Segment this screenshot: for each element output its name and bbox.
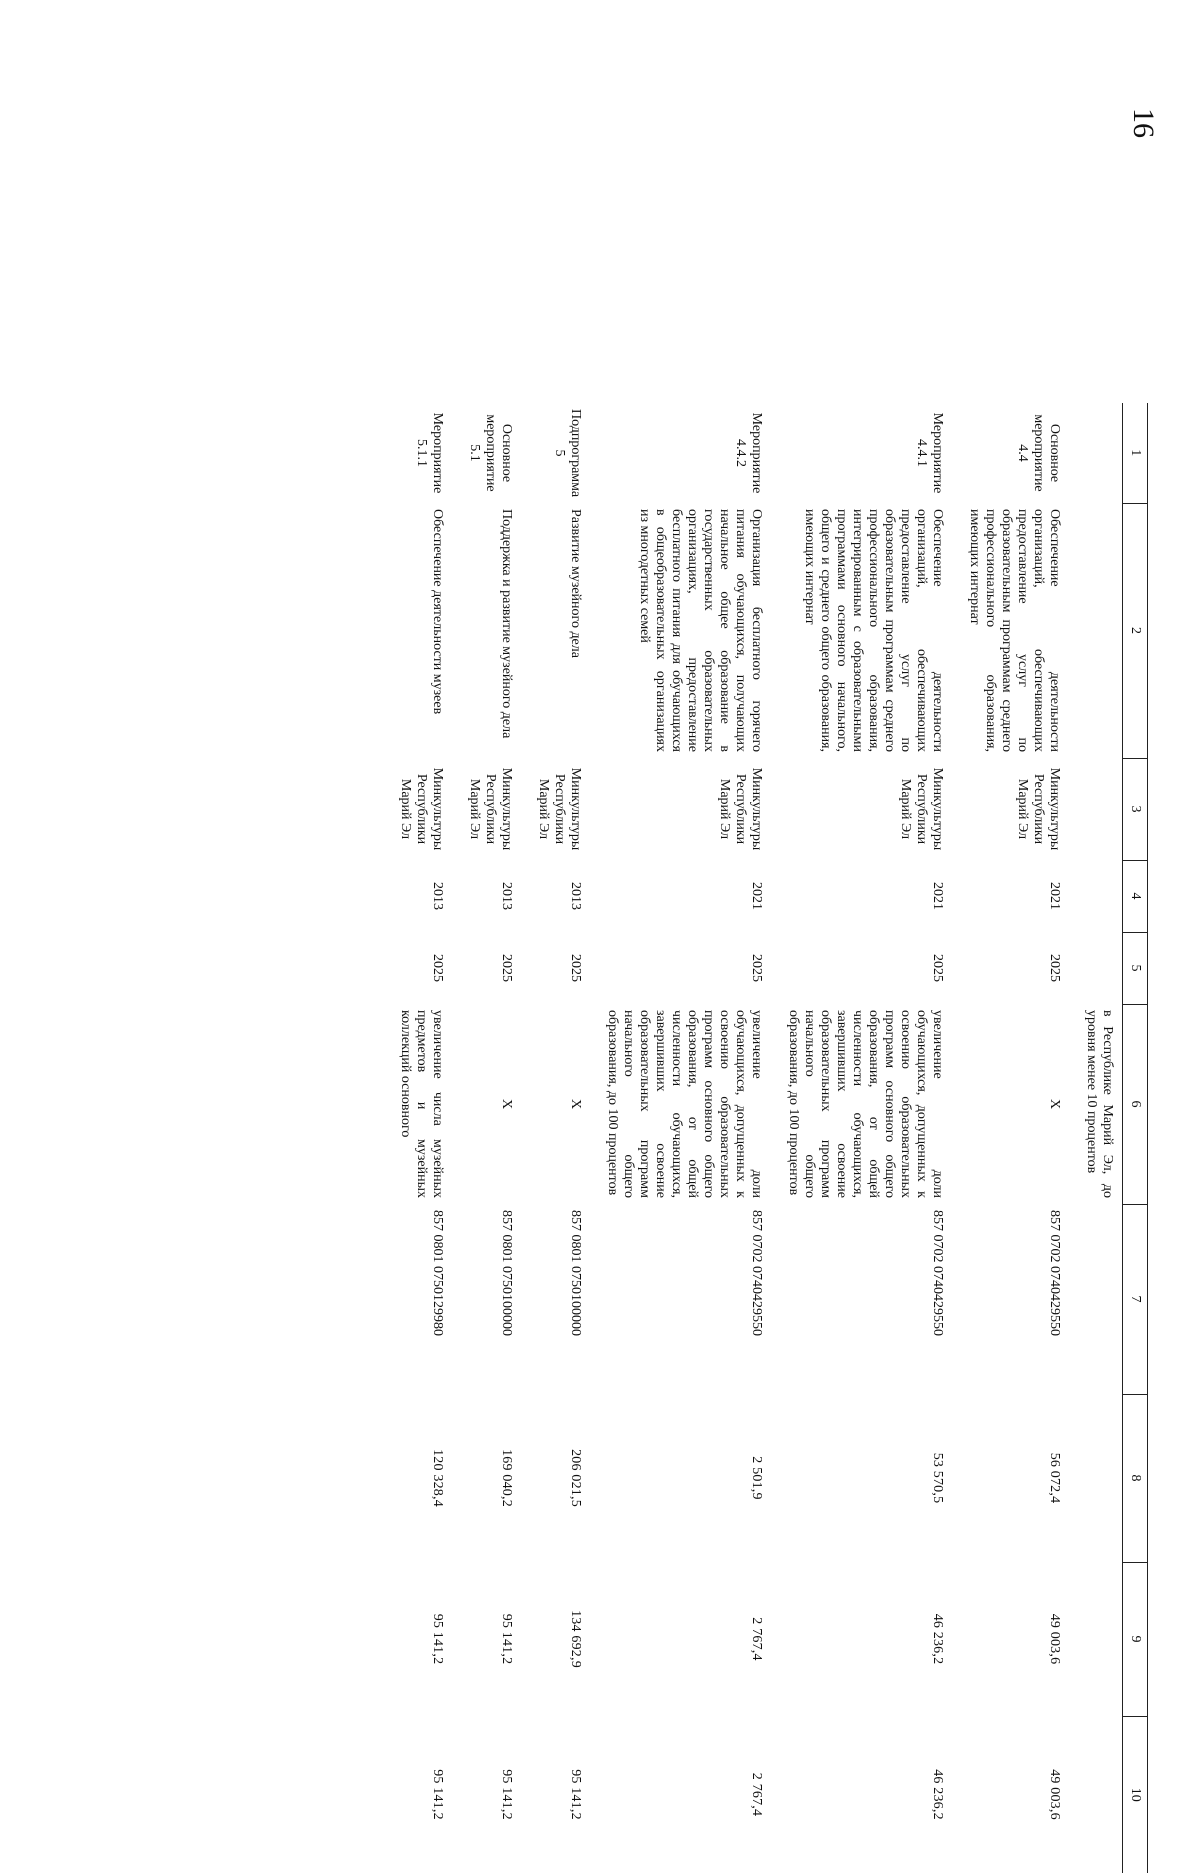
row-value-8: 169 040,2 — [499, 1449, 514, 1507]
row-value-9: 134 692,9 — [568, 1610, 583, 1668]
row-budget-code: 857 0702 0740429550 — [930, 1210, 945, 1336]
col-header-5: 5 — [1123, 932, 1148, 1004]
row-value-10: 95 141,2 — [430, 1769, 445, 1820]
row-value-10: 95 141,2 — [568, 1769, 583, 1820]
row-value-8: 56 072,4 — [1047, 1452, 1062, 1504]
row-executor: Минкультуры Республики Марий Эл — [1015, 767, 1062, 851]
row-end-year: 2025 — [499, 954, 514, 982]
row-executor: Минкультуры Республики Марий Эл — [536, 767, 583, 851]
row-name: Поддержка и развитие музейного дела — [499, 509, 514, 739]
row-start-year: 2013 — [499, 882, 514, 910]
carryover-row — [1069, 403, 1123, 1873]
row-result: X — [499, 1098, 514, 1110]
row-value-8: 53 570,5 — [930, 1452, 945, 1504]
row-value-9: 46 236,2 — [930, 1613, 945, 1665]
page-number: 16 — [1127, 108, 1160, 138]
table-row — [771, 403, 952, 1873]
table-row — [952, 403, 1069, 1873]
row-value-9: 95 141,2 — [430, 1613, 445, 1665]
row-start-year: 2021 — [1047, 882, 1062, 910]
row-budget-code: 857 0702 0740429550 — [1047, 1210, 1062, 1336]
row-value-9: 95 141,2 — [499, 1613, 514, 1665]
row-value-10: 46 236,2 — [930, 1769, 945, 1820]
col-header-4: 4 — [1123, 860, 1148, 932]
row-value-8: 2 501,9 — [749, 1456, 764, 1500]
row-budget-code: 857 0801 0750100000 — [499, 1210, 514, 1336]
row-end-year: 2025 — [1047, 954, 1062, 982]
row-start-year: 2021 — [930, 882, 945, 910]
row-value-9: 49 003,6 — [1047, 1613, 1062, 1665]
table-row — [452, 403, 521, 1873]
row-name: Развитие музейного дела — [568, 509, 583, 658]
table-row — [383, 403, 452, 1873]
row-name: Обеспечение деятельности музеев — [430, 509, 445, 715]
row-end-year: 2025 — [749, 954, 764, 982]
table-row — [521, 403, 590, 1873]
row-executor: Минкультуры Республики Марий Эл — [467, 767, 514, 851]
row-value-10: 95 141,2 — [499, 1769, 514, 1820]
row-result: X — [568, 1098, 583, 1110]
table-row — [590, 403, 771, 1873]
carryover-text: в Республике Марий Эл, до уровня менее 10 процентов — [1084, 1010, 1115, 1198]
row-start-year: 2013 — [430, 882, 445, 910]
col-header-2: 2 — [1123, 503, 1148, 758]
row-value-10: 49 003,6 — [1047, 1769, 1062, 1820]
row-id: Мероприятие 5.1.1 — [414, 412, 445, 494]
row-value-8: 120 328,4 — [430, 1449, 445, 1507]
row-budget-code: 857 0702 0740429550 — [749, 1210, 764, 1336]
row-name: Обеспечение деятельности организаций, обеспечивающих предоставление услуг по образовательным программам среднего профессионального образования, интегрированным с образовательными программами основного начального, общего и среднего общего образования, имеющих интернат — [802, 509, 945, 752]
row-end-year: 2025 — [930, 954, 945, 982]
row-name: Организация бесплатного горячего питания обучающихся, получающих начальное общее образование в государственных образовательных организациях, предоставление бесплатного питания для обучающихся в общеобразовательных организациях из многодетных семей — [637, 509, 764, 752]
row-budget-code: 857 0801 0750129980 — [430, 1210, 445, 1336]
row-start-year: 2021 — [749, 882, 764, 910]
row-id: Подпрограмма 5 — [552, 409, 583, 498]
row-executor: Минкультуры Республики Марий Эл — [717, 767, 764, 851]
col-header-10: 10 — [1123, 1716, 1148, 1873]
col-header-9: 9 — [1123, 1562, 1148, 1716]
row-budget-code: 857 0801 0750100000 — [568, 1210, 583, 1336]
row-end-year: 2025 — [568, 954, 583, 982]
row-result: X — [1047, 1098, 1062, 1110]
row-result: увеличение доли обучающихся, допущенных к освоению образовательных программ основного общего образования, от общей численности обучающихся, завершивших освоение образовательных программ начального общего образования, до 100 процентов — [605, 1010, 764, 1198]
col-header-3: 3 — [1123, 758, 1148, 860]
row-name: Обеспечение деятельности организаций, обеспечивающих предоставление услуг по образовательным программам среднего профессионального образования, имеющих интернат — [967, 509, 1062, 752]
row-result: увеличение числа музейных предметов и музейных коллекций основного — [398, 1010, 445, 1198]
budget-table-sheet — [248, 403, 1148, 1873]
row-id: Основное мероприятие 4.4 — [1015, 414, 1062, 492]
row-executor: Минкультуры Республики Марий Эл — [898, 767, 945, 851]
row-end-year: 2025 — [430, 954, 445, 982]
row-value-8: 206 021,5 — [568, 1449, 583, 1507]
col-header-8: 8 — [1123, 1394, 1148, 1562]
row-id: Основное мероприятие 5.1 — [467, 414, 514, 492]
row-value-10: 2 767,4 — [749, 1772, 764, 1817]
col-header-1: 1 — [1123, 403, 1148, 503]
row-start-year: 2013 — [568, 882, 583, 910]
row-id: Мероприятие 4.4.1 — [914, 412, 945, 494]
row-id: Мероприятие 4.4.2 — [733, 412, 764, 494]
row-result: увеличение доли обучающихся, допущенных к освоению образовательных программ основного общего образования, от общей численности обучающихся, завершивших освоение образовательных программ начального общего образования, до 100 процентов — [786, 1010, 945, 1198]
col-header-7: 7 — [1123, 1204, 1148, 1394]
row-value-9: 2 767,4 — [749, 1617, 764, 1661]
row-executor: Минкультуры Республики Марий Эл — [398, 767, 445, 851]
header-row — [1123, 403, 1148, 1873]
budget-table — [383, 403, 1148, 1873]
col-header-6: 6 — [1123, 1004, 1148, 1204]
